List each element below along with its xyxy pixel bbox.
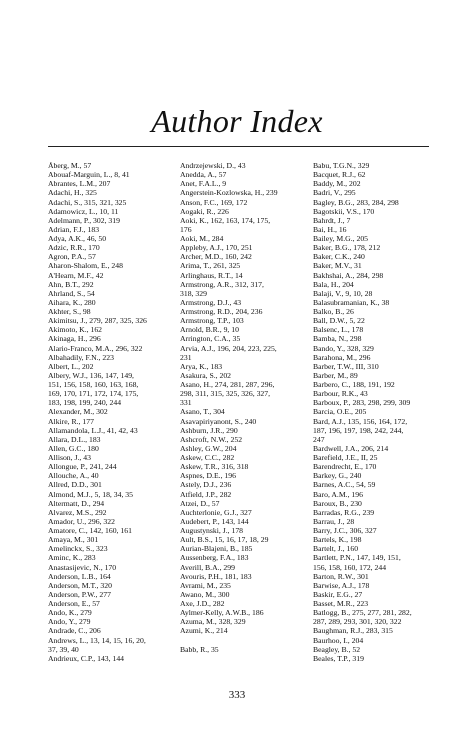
index-entry: Anet, F.A.L., 9 [180,179,227,189]
index-entry: Anedda, A., 57 [180,170,227,180]
index-entry: Anderson, L.B., 164 [48,571,111,581]
index-entry: Armstrong, A.R., 312, 317, [180,279,264,289]
index-entry: Akinaga, H., 296 [48,334,101,344]
index-entry: Alkire, R., 177 [48,416,94,426]
index-entry: Barradas, R.G., 239 [313,507,375,517]
index-entry: Angerstein-Kozlowska, H., 239 [180,188,278,198]
index-entry: Ashley, G.W., 204 [180,443,237,453]
index-entry: Bamba, N., 298 [313,334,362,344]
index-entry: Allamandola, L.J., 41, 42, 43 [48,425,138,435]
index-entry: Barkey, G., 240 [313,471,362,481]
index-entry: Barber, T.W., III, 310 [313,361,379,371]
index-entry: Alvarez, M.S., 292 [48,507,107,517]
index-entry: Åberg, M., 57 [48,161,92,170]
index-entry: Adamowicz, L., 10, 11 [48,206,119,216]
index-entry: Baker, B.G., 178, 212 [313,243,381,253]
index-entry: Barahona, M., 296 [313,352,371,362]
index-entry: Avouris, P.H., 181, 183 [180,571,252,581]
index-entry: Allred, D.D., 301 [48,480,102,490]
index-entry: Baddy, M., 202 [313,179,361,189]
index-entry: Andrews, L., 13, 14, 15, 16, 20, [48,635,146,645]
index-entry: Bai, H., 16 [313,224,347,234]
index-entry: Akimoto, K., 162 [48,325,103,335]
index-entry: Adya, A.K., 46, 50 [48,234,107,243]
index-entry: Ahrland, S., 54 [48,288,95,298]
index-entry: Barwise, A.J., 178 [313,580,370,590]
index-entry: Andrzejewski, D., 43 [180,161,246,170]
index-entry: Albahadily, F.N., 223 [48,352,114,362]
index-entry: Ando, K., 279 [48,608,92,618]
index-entry: Andrieux, C.P., 143, 144 [48,653,125,663]
index-entry: Baskir, E.G., 27 [313,589,363,599]
index-entry: Armstrong, T.P., 103 [180,316,244,326]
index-entry: Alexander, M., 302 [48,407,108,417]
index-entry: Bartels, K., 198 [313,535,362,545]
index-entry: Barendrecht, E., 170 [313,462,377,472]
index-entry: Bardwell, J.A., 206, 214 [313,443,389,453]
index-entry: 156, 158, 160, 172, 244 [313,562,387,572]
index-entry: Augustynski, J., 178 [180,526,244,535]
index-entry: Allongue, P., 241, 244 [48,462,117,472]
index-entry: Aihara, K., 280 [48,297,96,307]
index-entry: Beagley, B., 52 [313,644,361,654]
index-entry: Audebert, P., 143, 144 [180,516,249,526]
index-entry: Aminc, K., 283 [48,553,96,563]
index-entry: Baro, A.M., 196 [313,489,363,499]
index-entry: Anderson, P.W., 277 [48,589,111,599]
index-entry: Armstrong, D.J., 43 [180,297,242,307]
index-entry: Barboux, P., 283, 298, 299, 309 [313,398,411,408]
index-entry: Anson, F.C., 169, 172 [180,197,248,207]
index-entry: Arlinghaus, R.T., 14 [180,270,243,280]
page-number: 333 [228,689,246,701]
index-entry: Bagotskii, V.S., 170 [313,206,375,216]
index-entry: Asavapiriyanont, S., 240 [180,416,257,426]
index-entry: Askew, C.C., 282 [180,453,235,462]
index-entry: Adachi, S., 315, 321, 325 [48,197,127,207]
index-entry: Bagley, B.G., 283, 284, 298 [313,197,399,207]
index-entry: Asakura, S., 202 [180,370,232,380]
index-entry: Baughman, R.J., 283, 315 [313,626,393,636]
index-entry: 37, 39, 40 [48,644,79,654]
index-entry: Aogaki, R., 226 [180,206,229,216]
index-entry: Armstrong, R.D., 204, 236 [180,307,263,316]
index-entry: Asano, H., 274, 281, 287, 296, [180,380,275,389]
index-entry: Allara, D.L., 183 [48,434,101,444]
index-entry: Aharon-Shalom, E., 248 [48,261,123,271]
index-entry: Alario-Franco, M.A., 296, 322 [48,343,143,353]
index-entry: Allison, J., 43 [48,453,91,462]
index-entry: Ahn, B.T., 292 [48,279,94,289]
index-entry: Appleby, A.J., 170, 251 [180,243,253,253]
index-entry: Arrington, C.A., 35 [180,334,241,344]
index-entry: Arvia, A.J., 196, 204, 223, 225, [180,343,277,353]
index-entry: Arya, K., 183 [180,361,223,371]
index-column-1 [48,161,182,663]
index-entry: Akhter, S., 98 [48,307,91,316]
index-entry: Baurhoo, I., 204 [313,635,364,645]
index-entry: Aussenberg, F.A., 183 [180,553,249,563]
index-entry: Arima, T., 261, 325 [180,261,241,271]
index-entry: Azumi, K., 214 [180,626,228,636]
index-entry: Archer, M.D., 160, 242 [180,252,252,262]
index-entry: Anderson, M.T., 320 [48,580,112,590]
index-entry: Barbour, R.K., 43 [313,389,368,399]
index-entry: A'Hearn, M.F., 42 [48,270,104,280]
index-entry: Bando, Y., 328, 329 [313,343,374,353]
index-entry: Barcia, O.E., 205 [313,407,367,417]
index-entry: Adrian, F.J., 183 [48,224,100,234]
index-entry: Astely, D.J., 236 [180,480,232,490]
index-entry: Aoki, K., 162, 163, 174, 175, [180,215,271,225]
index-entry: Babu, T.G.N., 329 [313,161,370,170]
index-entry: Adachi, H., 325 [48,188,97,198]
index-entry: Barton, R.W., 301 [313,571,369,581]
index-entry: Adzic, R.R., 170 [48,243,100,253]
index-entry: Allouche, A., 40 [48,471,99,481]
index-entry: Baker, C.K., 240 [313,252,365,262]
index-entry: Aspnes, D.E., 196 [180,471,236,481]
index-entry: Bailey, M.G., 205 [313,234,369,243]
index-entry: Barefield, J.E., II, 25 [313,453,378,462]
index-entry: Beales, T.P., 319 [313,653,364,663]
index-entry: Askew, T.R., 316, 318 [180,462,249,472]
index-entry: Aoki, M., 284 [180,234,224,243]
index-entry: Arnold, B.R., 9, 10 [180,325,239,335]
index-entry: Albert, L., 202 [48,361,94,371]
index-entry: Ball, D.W., 5, 22 [313,316,365,326]
index-column-2 [180,161,314,654]
page-title: Author Index [151,103,323,139]
index-entry: Ando, Y., 279 [48,617,91,627]
index-entry: Azuma, M., 328, 329 [180,617,246,627]
index-entry: Balaji, V., 9, 10, 28 [313,288,373,298]
index-entry: Balko, B., 26 [313,307,354,316]
index-entry: Amador, U., 296, 322 [48,516,115,526]
index-entry: Baroux, B., 230 [313,498,362,508]
index-entry: Abrantes, L.M., 207 [48,179,111,189]
index-entry: Bahrdt, J., 7 [313,215,351,225]
index-entry: Axe, J.D., 282 [180,599,225,608]
index-entry: Amelinckx, S., 323 [48,544,108,554]
index-entry: 247 [313,434,325,444]
title-rule [48,146,429,147]
index-entry: Anastasijevic, N., 170 [48,562,117,572]
index-entry: Allen, G.C., 180 [48,443,99,453]
index-entry: Avrami, M., 235 [180,580,231,590]
index-entry: Barber, M., 89 [313,370,358,380]
index-entry: Barbero, C., 188, 191, 192 [313,380,395,389]
index-entry: Batlogg, B., 275, 277, 281, 282, [313,608,412,618]
index-column-3 [313,161,447,663]
index-entry: Atfield, J.P., 282 [180,489,232,499]
index-entry: Bartelt, J., 160 [313,544,359,554]
index-entry: 176 [180,224,192,234]
index-entry: 231 [180,352,192,362]
index-entry: 169, 170, 171, 172, 174, 175, [48,389,139,399]
index-entry: Amatore, C., 142, 160, 161 [48,526,132,535]
index-entry: Auchterlonie, G.J., 327 [180,507,252,517]
index-entry: Bard, A.J., 135, 156, 164, 172, [313,416,408,426]
index-entry: Asano, T., 304 [180,407,225,417]
index-entry: Averill, B.A., 299 [180,562,235,572]
index-entry: 287, 289, 293, 301, 320, 322 [313,617,402,627]
index-entry: 331 [180,398,192,408]
index-entry: 298, 311, 315, 325, 326, 327, [180,389,271,399]
index-entry: 187, 196, 197, 198, 242, 244, [313,425,404,435]
index-entry: Adelmann, P., 302, 319 [48,215,120,225]
index-entry: Balsenc, L., 178 [313,325,364,335]
index-entry: Albery, W.J., 136, 147, 149, [48,370,134,380]
index-entry: Bala, H., 204 [313,279,354,289]
index-entry: Bakhshai, A., 284, 298 [313,270,384,280]
index-entry: Akimitsu, J., 279, 287, 325, 326 [48,316,147,326]
index-entry: Barry, J.C., 306, 327 [313,526,377,535]
index-entry: Anderson, E., 57 [48,599,100,608]
index-entry: Barrau, J., 28 [313,516,355,526]
index-entry: Barnes, A.C., 54, 59 [313,480,376,490]
index-entry: Ault, B.S., 15, 16, 17, 18, 29 [180,535,269,545]
index-entry: Aurian-Blajeni, B., 185 [180,544,253,554]
index-entry: Awano, M., 300 [180,589,230,599]
index-entry: Ashcroft, N.W., 252 [180,434,243,444]
index-entry: Ashburn, J.R., 290 [180,425,238,435]
index-entry: Aylmer-Kelly, A.W.B., 186 [180,608,264,618]
index-entry: Badri, V., 295 [313,188,356,198]
index-entry: Atzei, D., 57 [180,498,220,508]
index-entry: Basset, M.R., 223 [313,599,369,608]
index-entry: Bacquet, R.J., 62 [313,170,366,180]
index-entry: Babb, R., 35 [180,644,219,654]
index-entry: 151, 156, 158, 160, 163, 168, [48,380,139,389]
index-entry: 183, 198, 199, 240, 244 [48,398,122,408]
index-entry: Altermatt, D., 294 [48,498,105,508]
index-entry: Andrade, C., 206 [48,626,101,636]
index-entry: Abouaf-Marguin, L., 8, 41 [48,170,130,180]
index-entry: Amaya, M., 301 [48,535,99,545]
index-entry: Almond, M.J., 5, 18, 34, 35 [48,489,133,499]
index-entry: Agron, P.A., 57 [48,252,96,262]
index-entry: Baker, M.V., 31 [313,261,362,271]
index-entry: Balasubramanian, K., 38 [313,297,390,307]
index-entry: Bartlett, P.N., 147, 149, 151, [313,553,401,563]
index-entry: 318, 329 [180,288,207,298]
